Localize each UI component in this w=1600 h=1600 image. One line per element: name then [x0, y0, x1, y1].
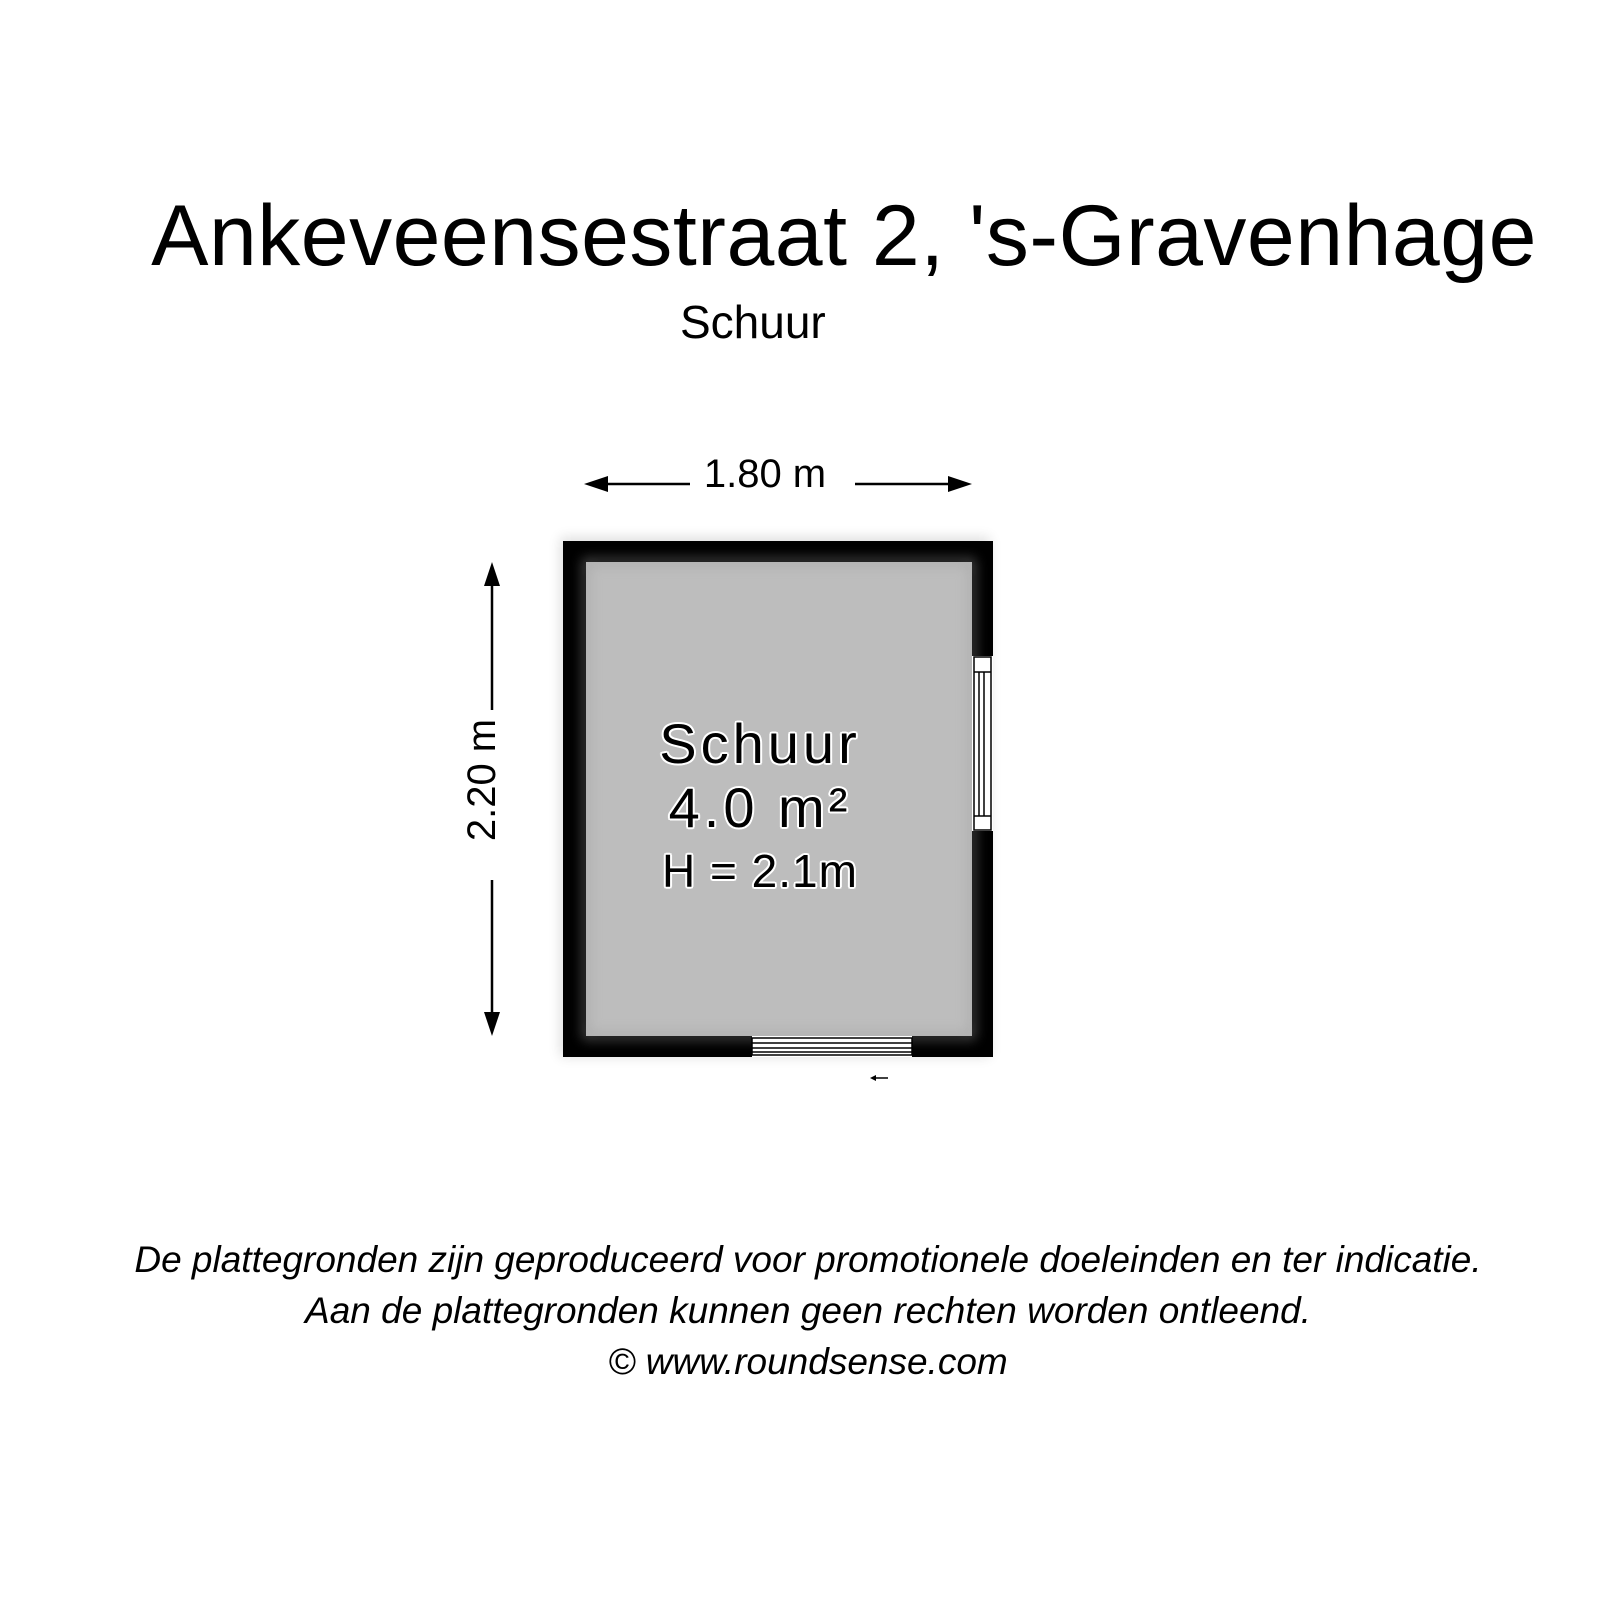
- room-area: 4.0 m²: [668, 776, 852, 839]
- disclaimer-line-2: Aan de plattegronden kunnen geen rechten worden ontleend.: [305, 1290, 1311, 1331]
- room-height: H = 2.1m: [662, 845, 858, 897]
- window-right: [972, 656, 993, 831]
- page-title: Ankeveensestraat 2, 's-Gravenhage: [151, 188, 1537, 284]
- room-name: Schuur: [659, 712, 861, 775]
- height-dimension-label: 2.20 m: [458, 710, 506, 850]
- room-label-group: [572, 712, 948, 902]
- copyright-line: © www.roundsense.com: [608, 1341, 1008, 1382]
- door-bottom: [752, 1036, 912, 1057]
- floor-subtitle: Schuur: [680, 296, 826, 348]
- disclaimer-line-1: De plattegronden zijn geproduceerd voor promotionele doeleinden en ter indicatie.: [134, 1239, 1482, 1280]
- entrance-arrow: [870, 1075, 888, 1081]
- width-dimension-label: 1.80 m: [690, 450, 840, 498]
- disclaimer: [0, 1234, 1600, 1387]
